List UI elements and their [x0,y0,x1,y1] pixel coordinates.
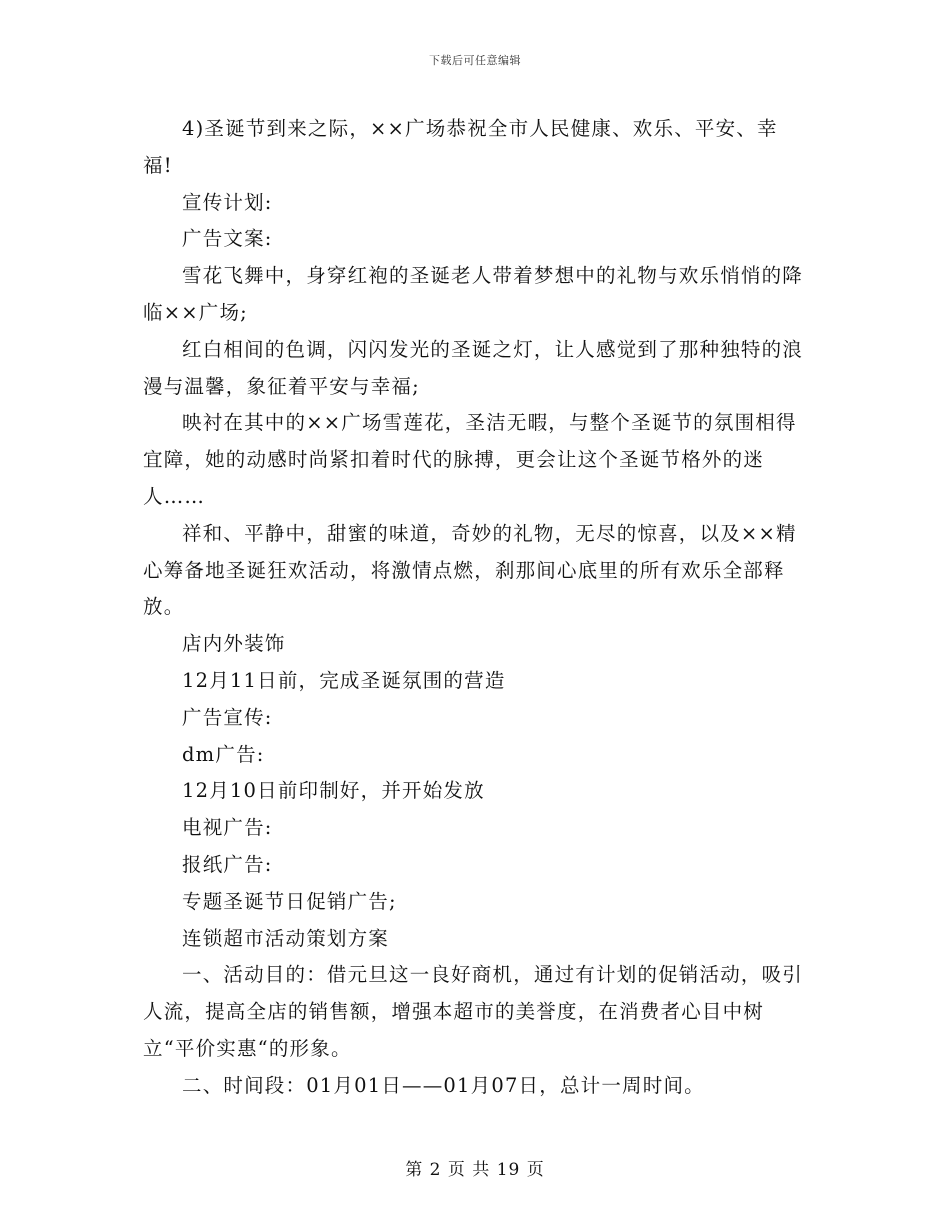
paragraph: 宣传计划: [182,190,273,214]
paragraph: 12月11日前，完成圣诞氛围的营造 [182,668,506,692]
paragraph: 电视广告: [182,816,273,840]
paragraph: 映衬在其中的××广场雪莲花，圣洁无暇，与整个圣诞节的氛围相得宜障，她的动感时尚紧扣着时代的脉搏，更会让这个圣诞节格外的迷人…… [143,411,797,508]
paragraph: 二、时间段：01月01日——01月07日，总计一周时间。 [182,1073,705,1097]
page-footer: 第 2 页 共 19 页 [405,1160,545,1180]
paragraph: 4)圣诞节到来之际，××广场恭祝全市人民健康、欢乐、平安、幸福! [143,117,778,177]
paragraph: 广告宣传: [182,705,273,729]
paragraph: 12月10日前印制好，并开始发放 [182,779,485,803]
section-title: 连锁超市活动策划方案 [182,926,390,950]
paragraph: 一、活动目的：借元旦这一良好商机，通过有计划的促销活动，吸引人流，提高全店的销售额，增强本超市的美誉度，在消费者心目中树立“平价实惠“的形象。 [143,963,804,1060]
paragraph: 报纸广告: [182,852,273,876]
page-header: 下载后可任意编辑 [429,54,521,67]
paragraph: 雪花飞舞中，身穿红袍的圣诞老人带着梦想中的礼物与欢乐悄悄的降临××广场; [143,264,804,324]
paragraph: 店内外装饰 [182,632,286,656]
paragraph: 专题圣诞节日促销广告; [182,889,397,913]
paragraph: 红白相间的色调，闪闪发光的圣诞之灯，让人感觉到了那种独特的浪漫与温馨，象征着平安与幸福; [143,337,804,398]
paragraph: dm广告: [182,742,265,766]
paragraph: 祥和、平静中，甜蜜的味道，奇妙的礼物，无尽的惊喜，以及××精心筹备地圣诞狂欢活动，将激情点燃，刹那间心底里的所有欢乐全部释放。 [143,521,797,619]
document-body [143,111,803,1105]
paragraph: 广告文案: [182,227,273,251]
